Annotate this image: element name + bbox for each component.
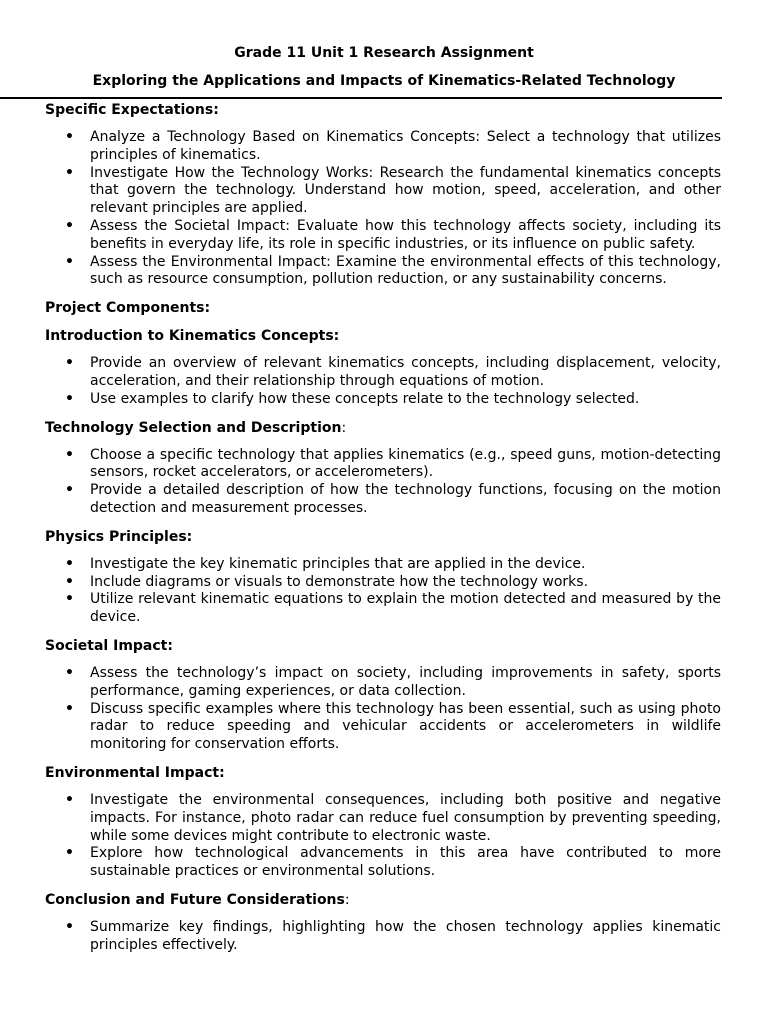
list-item: • Explore how technological advancements in this area have contributed to more sustainable practices or environmental solutions. — [45, 845, 721, 881]
list-item: • Include diagrams or visuals to demonstrate how the technology works. — [45, 574, 721, 592]
list-item: • Summarize key findings, highlighting how the chosen technology applies kinematic principles effectively. — [45, 919, 721, 955]
list-item: • Investigate the key kinematic principles that are applied in the device. — [45, 556, 721, 574]
list-item: • Provide an overview of relevant kinematics concepts, including displacement, velocity, acceleration, and their relationship through equations of motion. — [45, 355, 721, 391]
list-item: • Provide a detailed description of how the technology functions, focusing on the motion detection and measurement processes. — [45, 482, 721, 518]
section-heading-environmental-impact: Environmental Impact: — [45, 764, 225, 781]
section-heading-technology-selection: Technology Selection and Description: — [45, 419, 347, 436]
list-item: • Investigate How the Technology Works: Research the fundamental kinematics concepts that govern the technology. Understand how motion, speed, acceleration, and other relevant principles are applied. — [45, 165, 721, 218]
list-item: • Assess the Societal Impact: Evaluate how this technology affects society, including its benefits in everyday life, its role in specific industries, or its influence on public safety. — [45, 218, 721, 254]
document-body — [45, 100, 721, 955]
section-heading-project-components: Project Components: — [45, 300, 211, 317]
list-item: • Utilize relevant kinematic equations to explain the motion detected and measured by the device. — [45, 591, 721, 627]
list-conclusion — [45, 919, 721, 955]
list-technology-selection — [45, 447, 721, 518]
list-intro-kinematics — [45, 355, 721, 408]
list-societal-impact — [45, 665, 721, 754]
list-specific-expectations — [45, 129, 721, 289]
document-title: Grade 11 Unit 1 Research Assignment — [234, 45, 534, 61]
list-item: • Analyze a Technology Based on Kinematics Concepts: Select a technology that utilizes principles of kinematics. — [45, 129, 721, 165]
section-heading-intro-kinematics: Introduction to Kinematics Concepts: — [45, 328, 340, 345]
list-environmental-impact — [45, 792, 721, 881]
list-item: • Discuss specific examples where this technology has been essential, such as using photo radar to reduce speeding and vehicular accidents or accelerometers in wildlife monitoring for conservation efforts. — [45, 701, 721, 754]
list-item: • Assess the Environmental Impact: Examine the environmental effects of this technology, such as resource consumption, pollution reduction, or any sustainability concerns. — [45, 254, 721, 290]
list-item: • Choose a specific technology that applies kinematics (e.g., speed guns, motion-detecting sensors, rocket accelerators, or accelerometers). — [45, 447, 721, 483]
section-heading-physics-principles: Physics Principles: — [45, 528, 193, 545]
document-subtitle: Exploring the Applications and Impacts of Kinematics-Related Technology — [92, 73, 676, 89]
section-heading-societal-impact: Societal Impact: — [45, 637, 173, 654]
list-physics-principles — [45, 556, 721, 627]
section-heading-conclusion: Conclusion and Future Considerations: — [45, 891, 350, 908]
section-heading-specific-expectations: Specific Expectations: — [45, 102, 219, 118]
list-item: • Investigate the environmental consequences, including both positive and negative impacts. For instance, photo radar can reduce fuel consumption by preventing speeding, while some devices might contribute to electronic waste. — [45, 792, 721, 845]
list-item: • Assess the technology’s impact on society, including improvements in safety, sports performance, gaming experiences, or data collection. — [45, 665, 721, 701]
list-item: • Use examples to clarify how these concepts relate to the technology selected. — [45, 391, 721, 409]
title-divider — [0, 97, 722, 99]
